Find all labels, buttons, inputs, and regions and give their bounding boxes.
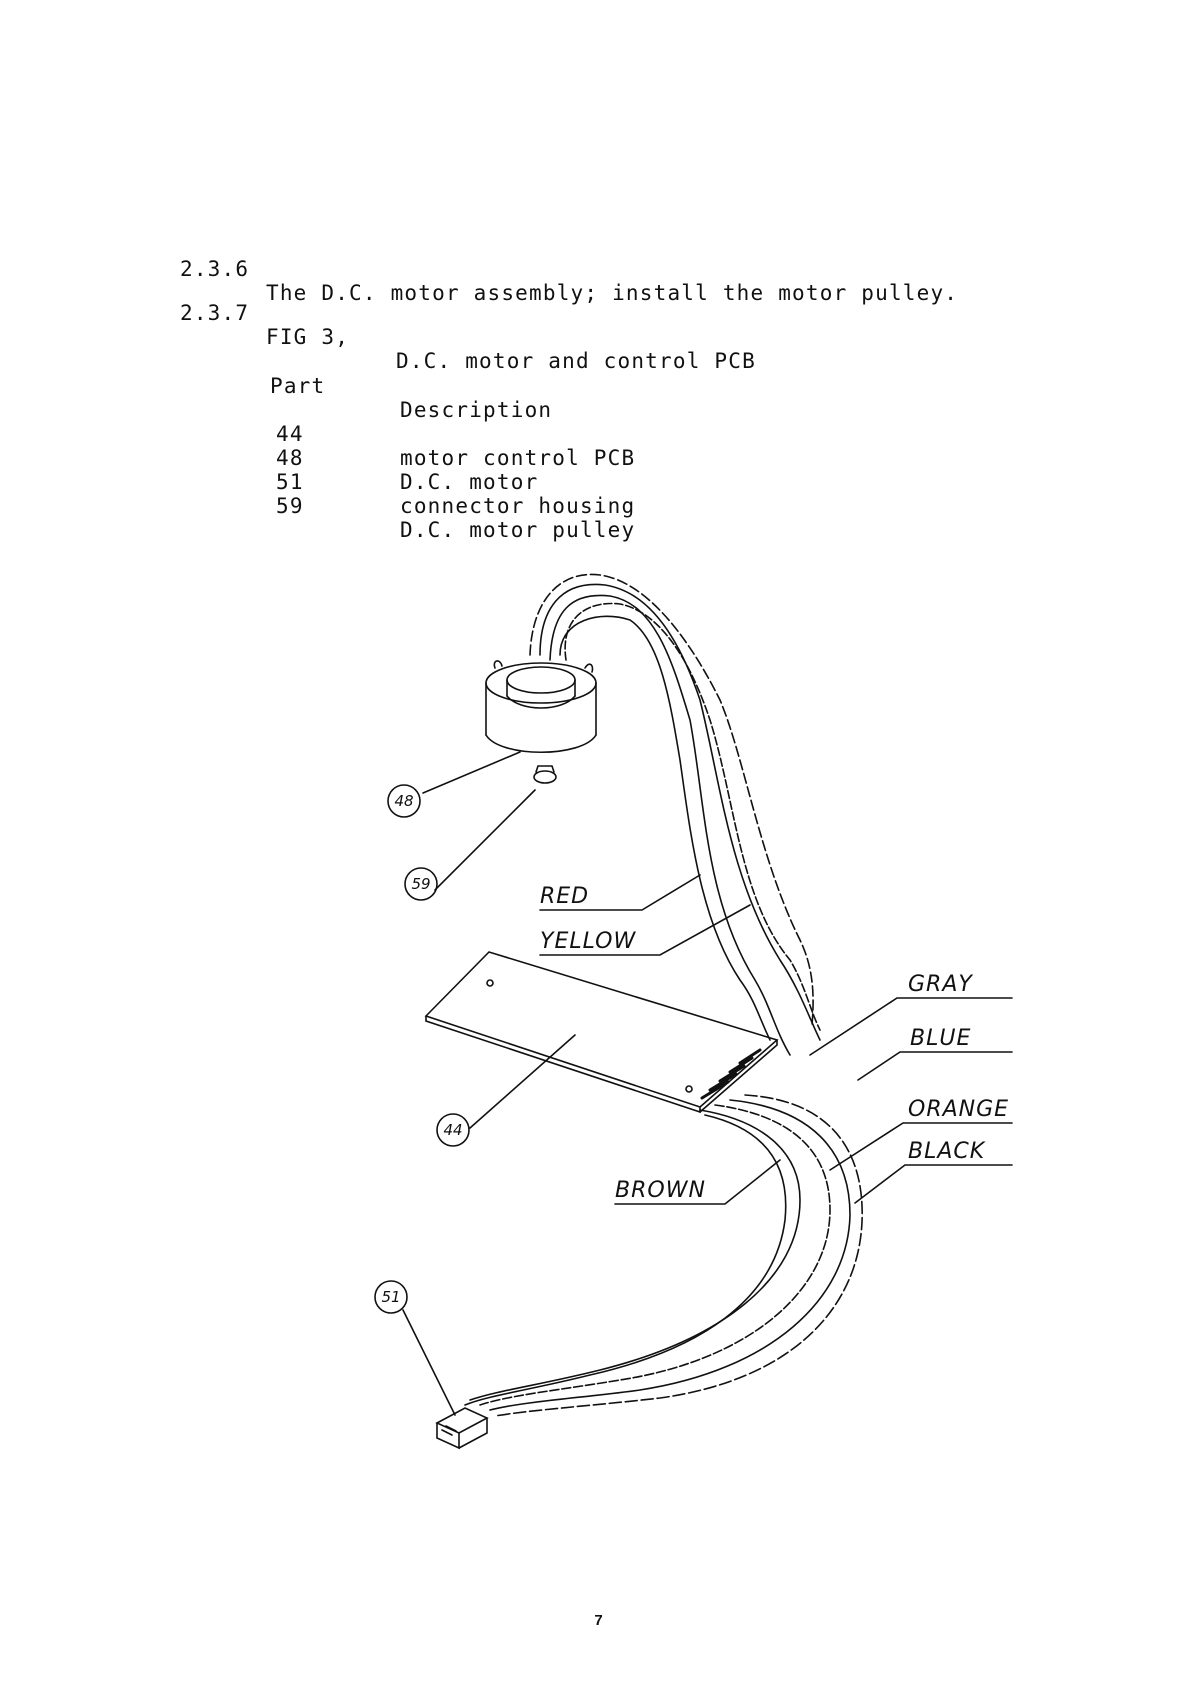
callout-44: 44	[443, 1121, 463, 1139]
part-number: 59	[276, 494, 304, 518]
page-number: 7	[594, 1612, 603, 1629]
callout-leaders	[403, 752, 575, 1415]
part-description: D.C. motor pulley	[400, 518, 636, 542]
connector-housing-drawing	[437, 1408, 487, 1448]
part-number: 48	[276, 446, 304, 470]
part-description: D.C. motor	[400, 470, 539, 494]
section-text: The D.C. motor assembly; install the motor pulley.	[266, 281, 959, 305]
section-number: 2.3.7	[180, 301, 250, 325]
wire-label-orange: ORANGE	[908, 1097, 1010, 1122]
part-description: connector housing	[400, 494, 636, 518]
section-number: 2.3.6	[180, 257, 250, 281]
wire-label-black: BLACK	[908, 1139, 986, 1164]
callout-59: 59	[411, 875, 431, 893]
part-number: 51	[276, 470, 304, 494]
figure-caption: D.C. motor and control PCB	[396, 349, 756, 373]
header-part: Part	[270, 374, 326, 398]
wire-label-red: RED	[540, 884, 590, 909]
callout-51: 51	[381, 1288, 401, 1306]
motor-wire-harness	[530, 574, 820, 1055]
connector-wire-harness	[465, 1095, 862, 1416]
wire-label-brown: BROWN	[615, 1178, 706, 1203]
wire-label-yellow: YELLOW	[540, 929, 637, 954]
header-description: Description	[400, 398, 553, 422]
part-description: motor control PCB	[400, 446, 636, 470]
part-number: 44	[276, 422, 304, 446]
dc-motor-drawing	[486, 661, 596, 783]
wire-label-gray: GRAY	[908, 972, 973, 997]
wire-label-blue: BLUE	[910, 1026, 972, 1051]
callout-48: 48	[394, 792, 414, 810]
motor-control-pcb-drawing	[426, 952, 777, 1112]
figure-label: FIG 3,	[266, 325, 350, 349]
